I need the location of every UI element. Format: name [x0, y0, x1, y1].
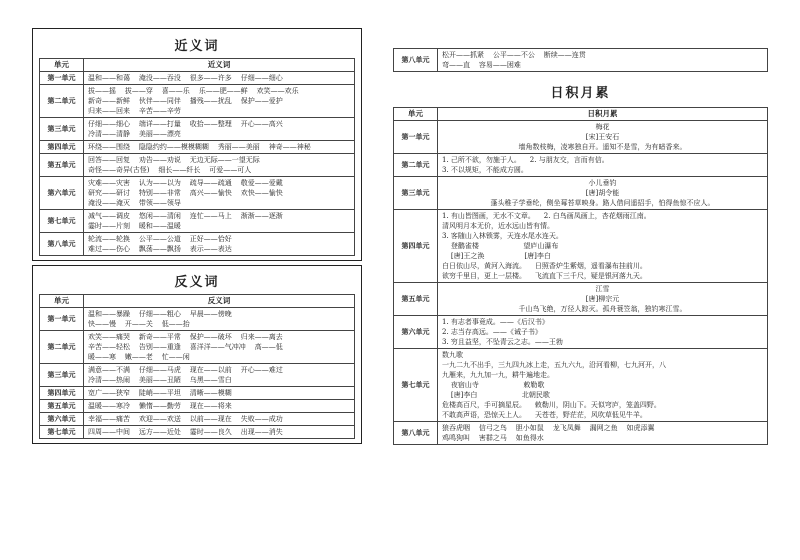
content-line: 狼吞虎咽 信弓之鸟 胆小如鼠 龙飞凤舞 漏网之鱼 如虎添翼 — [442, 424, 655, 432]
content-line: 新奇——新鲜 伙伴——同伴 播残——扰乱 保护——爱护 — [88, 97, 283, 105]
table-row — [40, 364, 355, 387]
content-line: 九雁来，九九加一九，耕牛遍地走。 — [442, 371, 554, 379]
unit-label: 第二单元 — [394, 154, 438, 177]
content-line: 辛苦——轻松 告别——重逢 喜洋洋——气冲冲 高——低 — [88, 343, 283, 351]
row-content — [84, 141, 355, 154]
row-content — [84, 400, 355, 413]
content-line: 暖——寒 嫩——老 忙——闲 — [88, 353, 190, 361]
unit8-antonym-table — [393, 48, 768, 72]
content-line: 欲穷千里目，更上一层楼。 飞流直下三千尺，疑是银河落九天。 — [442, 272, 647, 280]
content-line: 环绕——围绕 隐隐约约——模模糊糊 秀丽——美丽 神奇——神秘 — [88, 143, 311, 151]
content-line: 江雪 — [595, 285, 610, 293]
row-content — [84, 233, 355, 256]
content-line: [宋]王安石 — [585, 133, 620, 141]
row-content — [84, 387, 355, 400]
unit-label: 第五单元 — [40, 400, 84, 413]
synonym-title: 近义词 — [174, 39, 220, 54]
content-line: 1. 有山皆图画，无水不文章。 2. 白鸟画凤画上，杏花烟雨江南。 — [442, 212, 651, 220]
row-content — [438, 283, 768, 316]
unit-label: 第七单元 — [394, 349, 438, 422]
content-line: 归来——回来 辛苦——辛劳 — [88, 107, 181, 115]
row-content — [84, 210, 355, 233]
accumulation-header-content: 日积月累 — [438, 108, 768, 121]
table-row — [40, 72, 355, 85]
content-line: 满意——不满 仔细——马虎 现在——以前 开心——难过 — [88, 366, 283, 374]
content-line: 霎时——片刻 暖和——温暖 — [88, 222, 181, 230]
synonym-header-unit: 单元 — [40, 59, 84, 72]
content-line: 白日依山尽，黄河入海流。 日照香炉生紫烟，遥看瀑布挂前川。 — [442, 262, 647, 270]
table-row — [40, 308, 355, 331]
unit8-antonym-unit: 第八单元 — [394, 49, 438, 72]
content-line: 四周——中间 远方——近处 霎时——良久 出现——消失 — [88, 428, 283, 436]
content-line: 一九二九不出手，三九四九冰上走，五九六九，沿河看柳，七九河开，八 — [442, 361, 666, 369]
content-line: 拔——摇 拔——穿 喜——乐 乐——肥——鲜 欢笑——欢乐 — [88, 87, 299, 95]
unit-label: 第一单元 — [40, 308, 84, 331]
antonym-header-content: 反义词 — [84, 295, 355, 308]
accumulation-header-row — [394, 108, 768, 121]
content-line: 梅花 — [595, 123, 610, 131]
row-content — [84, 364, 355, 387]
unit-label: 第一单元 — [394, 121, 438, 154]
content-line: 数九歌 — [442, 351, 463, 359]
right-page — [393, 48, 768, 445]
row-content — [84, 413, 355, 426]
unit-label: 第五单元 — [40, 154, 84, 177]
content-line: 宽广——狭窄 陡峭——平坦 清晰——模糊 — [88, 389, 232, 397]
content-line: 减气——调皮 悠闲——清闲 连忙——马上 渐渐——逐渐 — [88, 212, 283, 220]
unit8-antonym-line: 弯——直 容易——困难 — [442, 61, 521, 69]
unit-label: 第八单元 — [394, 422, 438, 445]
unit-label: 第三单元 — [40, 118, 84, 141]
unit-label: 第四单元 — [394, 210, 438, 283]
unit-label: 第六单元 — [40, 413, 84, 426]
content-line: 2. 志当存高远。——《诫子书》 — [442, 328, 542, 336]
content-line: 轮流——轮换 公平——公道 正好——恰好 — [88, 235, 232, 243]
unit-label: 第八单元 — [40, 233, 84, 256]
table-row — [40, 141, 355, 154]
synonym-header-row — [40, 59, 355, 72]
content-line: 千山鸟飞绝，万径人踪灭。孤舟蓑笠翁，独钓寒江雪。 — [518, 305, 687, 313]
row-content — [84, 118, 355, 141]
synonym-header-content: 近义词 — [84, 59, 355, 72]
content-line: [唐]柳宗元 — [585, 295, 620, 303]
content-line: 温和——暴躁 仔细——粗心 早晨——傍晚 — [88, 310, 232, 318]
accumulation-header-unit: 单元 — [394, 108, 438, 121]
row-content — [438, 422, 768, 445]
table-row — [394, 349, 768, 422]
antonym-panel — [32, 265, 362, 444]
table-row — [40, 233, 355, 256]
antonym-header-unit: 单元 — [40, 295, 84, 308]
unit-label: 第五单元 — [394, 283, 438, 316]
synonym-panel — [32, 28, 362, 261]
content-line: 奇怪——奇异(古怪) 细长——纤长 可爱——可人 — [88, 166, 252, 174]
table-row — [40, 426, 355, 439]
content-line: 欢笑——痛哭 新奇——平常 保护——破坏 归来——离去 — [88, 333, 283, 341]
synonym-table-body — [40, 72, 355, 256]
unit-label: 第四单元 — [40, 387, 84, 400]
table-row — [40, 387, 355, 400]
content-line: 墙角数枝梅，凌寒独自开。遥知不是雪，为有暗香来。 — [518, 143, 687, 151]
table-row — [40, 331, 355, 364]
unit8-antonym-content — [438, 49, 768, 72]
unit-label: 第六单元 — [40, 177, 84, 210]
table-row — [40, 210, 355, 233]
content-line: 冷清——热闹 美丽——丑陋 乌黑——雪白 — [88, 376, 232, 384]
table-row — [40, 118, 355, 141]
table-row — [40, 413, 355, 426]
content-line: 不敢高声语，恐惊天上人。 天苍苍，野茫茫，风吹草低见牛羊。 — [442, 411, 647, 419]
table-row — [394, 177, 768, 210]
unit-label: 第三单元 — [40, 364, 84, 387]
left-page — [32, 28, 362, 444]
unit-label: 第六单元 — [394, 316, 438, 349]
unit-label: 第七单元 — [40, 426, 84, 439]
table-row — [394, 121, 768, 154]
unit-label: 第二单元 — [40, 85, 84, 118]
table-row — [394, 316, 768, 349]
content-line: 鸡鸣狗叫 害群之马 如鱼得水 — [442, 434, 544, 442]
content-line: 温和——和蔼 淹没——吞没 很多——许多 仔细——细心 — [88, 74, 283, 82]
content-line: 夜宿山寺 敕勒歌 — [442, 381, 545, 389]
row-content — [84, 85, 355, 118]
content-line: 危楼高百尺，手可摘星辰。 敕勒川，阴山下。天似穹庐，笼盖四野。 — [442, 401, 661, 409]
antonym-header-row — [40, 295, 355, 308]
row-content — [438, 121, 768, 154]
antonym-title: 反义词 — [174, 275, 220, 290]
row-content — [84, 154, 355, 177]
table-row — [394, 154, 768, 177]
row-content — [438, 210, 768, 283]
content-line: 淹没——淹灭 带领——领导 — [88, 199, 181, 207]
accumulation-table-body — [394, 121, 768, 445]
content-line: [唐]王之涣 [唐]李白 — [442, 252, 551, 260]
row-content — [84, 177, 355, 210]
content-line: 幸福——痛苦 欢迎——欢送 以前——现在 失败——成功 — [88, 415, 283, 423]
unit8-antonym-row — [394, 49, 768, 72]
content-line: 难过——伤心 飘荡——飘扬 表示——表达 — [88, 245, 232, 253]
table-row — [394, 422, 768, 445]
unit-label: 第一单元 — [40, 72, 84, 85]
row-content — [438, 177, 768, 210]
content-line: 3. 客随山入林锁雾，天连水尾水连天。 — [442, 232, 563, 240]
table-row — [40, 85, 355, 118]
table-row — [40, 154, 355, 177]
content-line: 仔细——细心 端详——打量 收拾——整理 开心——高兴 — [88, 120, 283, 128]
row-content — [438, 349, 768, 422]
content-line: 1. 有志者事竟成。——《后汉书》 — [442, 318, 549, 326]
content-line: 清风明月本无价，近水远山皆有情。 — [442, 222, 554, 230]
content-line: 冷清——清静 美丽——漂亮 — [88, 130, 181, 138]
content-line: 登鹳雀楼 望庐山瀑布 — [442, 242, 559, 250]
antonym-table-body — [40, 308, 355, 439]
accumulation-title: 日积月累 — [550, 86, 611, 101]
content-line: 小儿垂钓 — [588, 179, 617, 187]
unit-label: 第三单元 — [394, 177, 438, 210]
row-content — [438, 154, 768, 177]
unit-label: 第七单元 — [40, 210, 84, 233]
content-line: 3. 穷且益坚，不坠青云之志。——王勃 — [442, 338, 563, 346]
row-content — [84, 331, 355, 364]
content-line: 1. 己所不欲，勿施于人。 2. 与朋友交，言而有信。 — [442, 156, 609, 164]
unit-label: 第四单元 — [40, 141, 84, 154]
content-line: [唐]李白 北朝民歌 — [442, 391, 550, 399]
synonym-table — [39, 58, 355, 256]
table-row — [394, 283, 768, 316]
row-content — [84, 72, 355, 85]
content-line: 蓬头稚子学垂纶，侧坐莓苔草映身。路人借问遥招手，怕得鱼惊不应人。 — [490, 199, 715, 207]
content-line: 温暖——寒冷 懒惰——勤劳 现在——将来 — [88, 402, 232, 410]
table-row — [40, 400, 355, 413]
row-content — [438, 316, 768, 349]
content-line: 快——慢 开——关 低——抬 — [88, 320, 190, 328]
content-line: 研究——研讨 特别——非常 高兴——愉快 欢快——愉快 — [88, 189, 283, 197]
accumulation-table — [393, 107, 768, 445]
content-line: [唐]胡令能 — [585, 189, 620, 197]
table-row — [394, 210, 768, 283]
antonym-table — [39, 294, 355, 439]
row-content — [84, 308, 355, 331]
content-line: 灾难——灾害 认为——以为 疏导——疏通 敬爱——爱戴 — [88, 179, 283, 187]
table-row — [40, 177, 355, 210]
unit-label: 第二单元 — [40, 331, 84, 364]
unit8-antonym-line: 松开——抓紧 公平——不公 断续——连贯 — [442, 51, 586, 59]
content-line: 回答——回复 劝告——劝说 无边无际——一望无际 — [88, 156, 260, 164]
content-line: 3. 不以规矩，不能成方圆。 — [442, 166, 528, 174]
row-content — [84, 426, 355, 439]
